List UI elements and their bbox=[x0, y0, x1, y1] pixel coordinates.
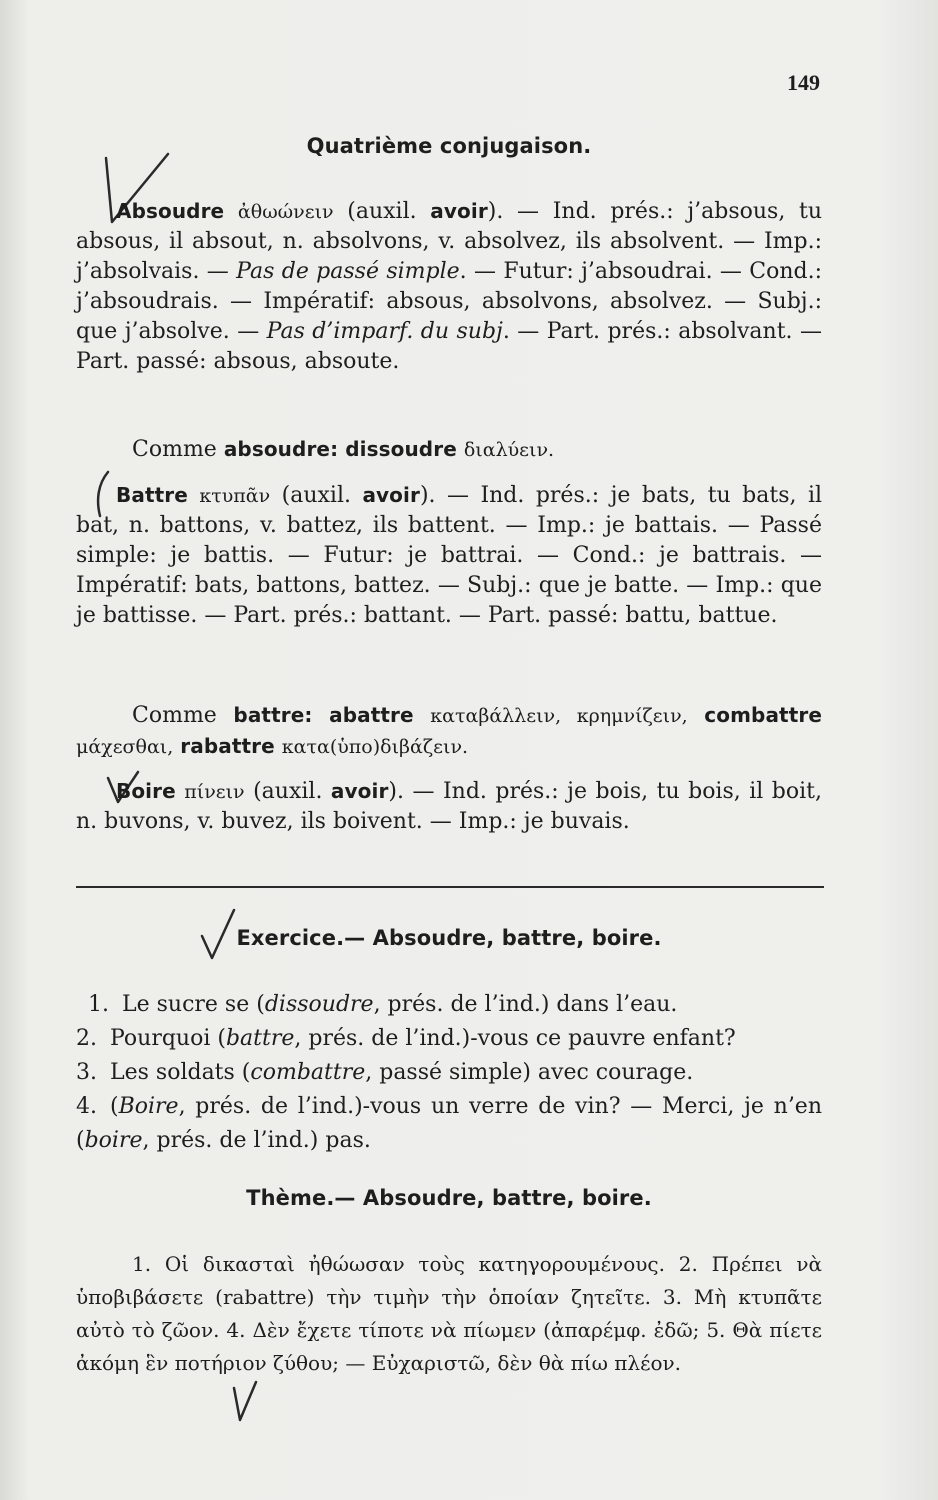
exercise-heading: Exercice.— Absoudre, battre, boire. bbox=[236, 926, 662, 950]
theme-heading: Thème.— Absoudre, battre, boire. bbox=[246, 1186, 652, 1210]
exercise-item: 1. Le sucre se (dissoudre, prés. de l’ind.) dans l’eau. bbox=[88, 992, 678, 1017]
battre-paragraph: Battre κτυπᾶν (auxil. avoir). — Ind. prés.: je bats, tu bats, il bat, n. battons, v. battez, ils battent. — Imp.: je battais. — Passé simple: je battis. — Futur: je battrai. — Cond.: je battrais. — Impératif: bats, battons, battez. — Subj.: que je batte. — Imp.: que je battisse. — Part. prés.: battant. — Part. passé: battu, battue. bbox=[76, 483, 823, 628]
theme-paragraph: 1. Οἱ δικασταὶ ἠθώωσαν τοὺς κατηγορουμένους. 2. Πρέπει νὰ ὑποβιβάσετε (rabattre) τὴν τιμὴν τὴν ὁποίαν ζητεῖτε. 3. Μὴ κτυπᾶτε αὐτὸ τὸ ζῶον. 4. Δὲν ἔχετε τίποτε νὰ πίωμεν (ἀπαρέμφ. ἐδῶ; 5. Θὰ πίετε ἀκόμη ἓν ποτήριον ζύθου; — Εὐχαριστῶ, δὲν θὰ πίω πλέον. bbox=[76, 1252, 822, 1375]
page-number: 149 bbox=[787, 70, 820, 95]
absoudre-greek: ἀθωώνειν bbox=[237, 201, 334, 223]
section-divider bbox=[76, 886, 824, 888]
absoudre-paragraph: Absoudre ἀθωώνειν (auxil. avoir). — Ind. prés.: j’absous, tu absous, il absout, n. absolvons, v. absolvez, ils absolvent. — Imp.: j’absolvais. — Pas de passé simple. — Futur: j’absoudrai. — Cond.: j’absoudrais. — Impératif: absous, absolvons, absolvez. — Subj.: que j’absolve. — Pas d’imparf. du subj. — Part. prés.: absolvant. — Part. passé: absous, absoute. bbox=[76, 199, 823, 374]
text-column bbox=[76, 0, 822, 1500]
section-title: Quatrième conjugaison. bbox=[306, 134, 592, 158]
comme-battre-line: Comme battre: abattre καταβάλλειν, κρημνίζειν, combattre μάχεσθαι, rabattre κατα(ὑπο)διβάζειν. bbox=[76, 703, 822, 758]
boire-greek: πίνειν bbox=[184, 781, 245, 803]
boire-paragraph: Boire πίνειν (auxil. avoir). — Ind. prés.: je bois, tu bois, il boit, n. buvons, v. buvez, ils boivent. — Imp.: je buvais. bbox=[76, 779, 822, 834]
exercise-item: 4. (Boire, prés. de l’ind.)-vous un verre de vin? — Merci, je n’en (boire, prés. de l’ind.) pas. bbox=[76, 1094, 822, 1153]
battre-verb: Battre bbox=[116, 483, 188, 507]
exercise-list bbox=[76, 988, 822, 1158]
boire-verb: Boire bbox=[116, 779, 176, 803]
absoudre-verb: Absoudre bbox=[116, 199, 225, 223]
exercise-item: 3. Les soldats (combattre, passé simple) avec courage. bbox=[76, 1060, 694, 1085]
battre-greek: κτυπᾶν bbox=[199, 485, 271, 507]
exercise-item: 2. Pourquoi (battre, prés. de l’ind.)-vous ce pauvre enfant? bbox=[76, 1026, 736, 1051]
comme-absoudre-line: Comme absoudre: dissoudre διαλύειν. bbox=[132, 437, 555, 462]
